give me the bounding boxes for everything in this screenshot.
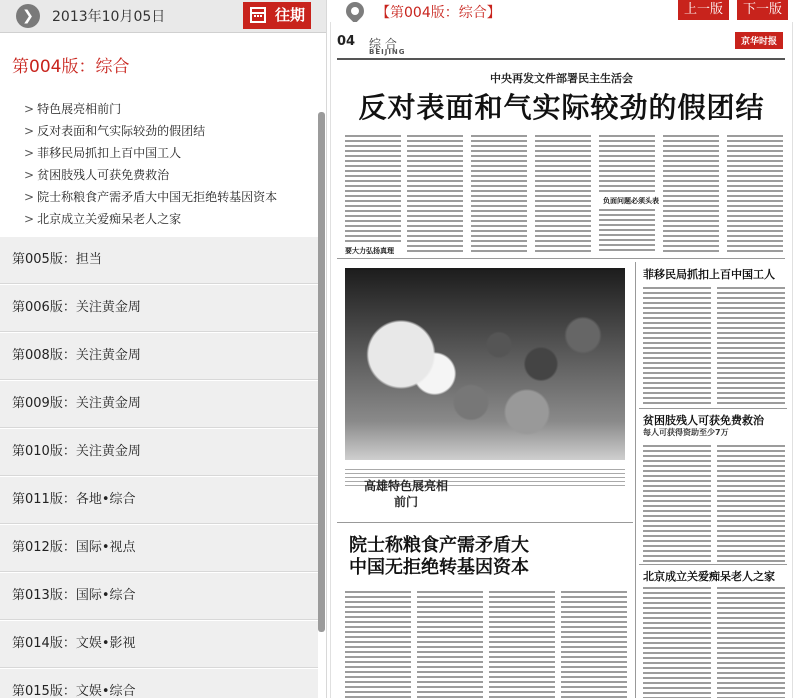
page-list: [0, 236, 318, 698]
paper-page-number: 04: [337, 34, 356, 49]
page-item[interactable]: 第009版：关注黄金周: [0, 380, 318, 428]
article-text: [417, 588, 483, 698]
chevron-right-icon: >: [24, 124, 35, 138]
chevron-right-icon: >: [24, 102, 35, 116]
grain-article-headline-line1[interactable]: 院士称粮食产需矛盾大: [349, 535, 529, 556]
article-text: [345, 132, 401, 242]
article-subhead: 要大力弘扬真理: [345, 247, 394, 255]
article-text: [717, 284, 785, 404]
newspaper-page-image[interactable]: [330, 22, 793, 698]
edition-sidebar: [0, 0, 327, 698]
page-item[interactable]: 第014版：文娱•影视: [0, 620, 318, 668]
page-item[interactable]: 第010版：关注黄金周: [0, 428, 318, 476]
article-text: [599, 206, 655, 252]
chevron-right-icon: >: [24, 146, 35, 160]
paper-logo: 京华时报: [735, 32, 783, 49]
page-item[interactable]: 第011版：各地•综合: [0, 476, 318, 524]
paper-kicker: 中央再发文件部署民主生活会: [490, 72, 633, 85]
calendar-icon: [250, 7, 266, 23]
grain-article-headline-line2[interactable]: 中国无拒绝转基因资本: [349, 557, 529, 578]
paper-city: BEIJING: [369, 48, 406, 56]
article-text: [489, 588, 555, 698]
article-text: [717, 584, 785, 698]
divider: [639, 564, 787, 565]
article-subhead: 负面问题必须头表: [603, 197, 659, 205]
article-text: [407, 132, 463, 252]
location-pin-icon: [342, 0, 367, 24]
page-item[interactable]: 第005版：担当: [0, 236, 318, 284]
paper-headline[interactable]: 反对表面和气实际较劲的假团结: [358, 91, 765, 124]
paper-header: [337, 30, 785, 60]
article-link[interactable]: > 院士称粮食产需矛盾大中国无拒绝转基因资本: [24, 190, 278, 204]
page-item[interactable]: 第006版：关注黄金周: [0, 284, 318, 332]
article-link[interactable]: > 菲移民局抓扣上百中国工人: [24, 146, 182, 160]
lion-dance-photo[interactable]: [345, 268, 625, 460]
issue-date: 2013年10月05日: [52, 9, 166, 25]
article-text: [561, 588, 627, 698]
article-text: [535, 132, 591, 252]
article-list: [24, 98, 314, 230]
page-item[interactable]: 第013版：国际•综合: [0, 572, 318, 620]
article-link[interactable]: > 反对表面和气实际较劲的假团结: [24, 124, 206, 138]
page-item[interactable]: 第012版：国际•视点: [0, 524, 318, 572]
article-link[interactable]: > 贫困肢残人可获免费救治: [24, 168, 170, 182]
edition-label: 【第004版：综合】: [376, 5, 501, 21]
past-issues-button[interactable]: [243, 2, 311, 29]
chevron-right-icon: >: [24, 212, 35, 226]
paper-section: 综 合: [369, 37, 397, 51]
page-item[interactable]: 第015版：文娱•综合: [0, 668, 318, 698]
divider: [337, 522, 633, 523]
article-text: [663, 132, 719, 252]
article-text: [471, 132, 527, 252]
next-page-button[interactable]: 下一版: [737, 0, 788, 20]
divider: [635, 262, 636, 698]
article-text: [643, 284, 711, 404]
chevron-right-icon: >: [24, 168, 35, 182]
sidebar-scrollbar[interactable]: [318, 112, 325, 632]
back-arrow-icon[interactable]: ❯: [16, 4, 40, 28]
current-page-title: 第004版：综合: [12, 57, 130, 77]
past-issues-label: 往期: [275, 6, 306, 24]
chevron-right-icon: >: [24, 190, 35, 204]
philippines-article-headline[interactable]: 菲移民局抓扣上百中国工人: [643, 268, 775, 281]
article-text: [643, 442, 711, 562]
disabled-aid-headline[interactable]: 贫困肢残人可获免费救治: [643, 414, 764, 427]
article-text: [717, 442, 785, 562]
article-link[interactable]: > 北京成立关爱痴呆老人之家: [24, 212, 182, 226]
divider: [337, 258, 785, 259]
disabled-aid-subhead: 每人可获得资助至少7万: [643, 428, 729, 437]
dementia-home-headline[interactable]: 北京成立关爱痴呆老人之家: [643, 570, 775, 583]
page-item[interactable]: 第008版：关注黄金周: [0, 332, 318, 380]
article-text: [345, 588, 411, 698]
divider: [639, 408, 787, 409]
date-bar: [0, 0, 326, 33]
article-text: [599, 132, 655, 192]
article-text: [727, 132, 783, 252]
article-text: [643, 584, 711, 698]
previous-page-button[interactable]: 上一版: [678, 0, 729, 20]
article-link[interactable]: > 特色展亮相前门: [24, 102, 122, 116]
photo-story-title[interactable]: 高雄特色展亮相前门: [363, 479, 448, 509]
